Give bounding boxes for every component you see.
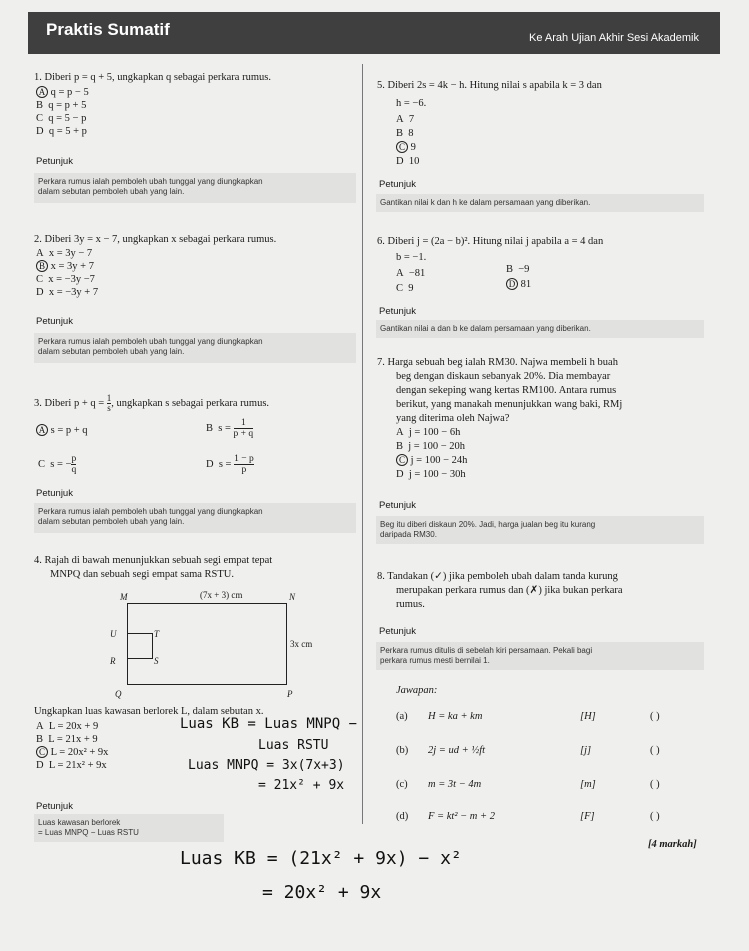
q4-stem-line1: 4. Rajah di bawah menunjukkan sebuah segi empat tepat (34, 555, 273, 566)
q7-hint-label: Petunjuk (379, 500, 416, 511)
q6-stem-line1: 6. Diberi j = (2a − b)². Hitung nilai j apabila a = 4 dan (377, 236, 604, 247)
q4-dim-top: (7x + 3) cm (200, 590, 243, 600)
q5-hint-label: Petunjuk (379, 179, 416, 190)
q7-stem-line5: yang diterima oleh Najwa? (396, 413, 510, 424)
q5-option-a[interactable]: A 7 (396, 114, 415, 125)
q8-answer-label: Jawapan: (396, 685, 438, 696)
q2-option-d[interactable]: D x = −3y + 7 (36, 287, 99, 298)
q7-option-d[interactable]: D j = 100 − 30h (396, 469, 466, 480)
q4-label-r: R (110, 656, 116, 666)
q6-stem-line2: b = −1. (396, 252, 427, 263)
q2-option-c[interactable]: C x = −3y −7 (36, 274, 95, 285)
q4-dim-right: 3x cm (290, 639, 313, 649)
q2-hint-line1: Perkara rumus ialah pemboleh ubah tunggal yang diungkapkan (38, 337, 263, 346)
q7-hint-line2: daripada RM30. (380, 530, 437, 539)
q7-hint-line1: Beg itu diberi diskaun 20%. Jadi, harga jualan beg itu kurang (380, 520, 596, 529)
page-subtitle: Ke Arah Ujian Akhir Sesi Akademik (529, 32, 699, 44)
q6-option-d[interactable]: D 81 (506, 278, 531, 291)
q8-row-c-var: [m] (580, 779, 596, 790)
q1-option-a[interactable]: A q = p − 5 (36, 86, 89, 99)
q7-option-b[interactable]: B j = 100 − 20h (396, 441, 466, 452)
q1-hint-label: Petunjuk (36, 156, 73, 167)
q4-question: Ungkapkan luas kawasan berlorek L, dalam sebutan x. (34, 706, 264, 717)
q4-option-b[interactable]: B L = 21x + 9 (36, 734, 98, 745)
q7-stem-line3: dengan sekeping wang kertas RM100. Antara rumus (396, 385, 617, 396)
q8-row-b-eq: 2j = ud + ½ft (428, 745, 486, 756)
q3-hint-line2: dalam sebutan pemboleh ubah yang lain. (38, 517, 185, 526)
q4-label-q: Q (115, 689, 122, 699)
q1-option-c[interactable]: C q = 5 − p (36, 113, 87, 124)
q8-row-b-id: (b) (396, 745, 409, 756)
handwriting-line3: Luas MNPQ = 3x(7x+3) (188, 758, 345, 773)
q4-hint-line1: Luas kawasan berlorek (38, 818, 121, 827)
q6-option-b[interactable]: B −9 (506, 264, 530, 275)
q6-hint: Gantikan nilai a dan b ke dalam persamaan yang diberikan. (380, 324, 591, 333)
q2-hint-line2: dalam sebutan pemboleh ubah yang lain. (38, 347, 185, 356)
q3-option-a[interactable]: A s = p + q (36, 424, 88, 437)
q4-label-n: N (289, 592, 296, 602)
q8-hint-line2: perkara rumus mesti bernilai 1. (380, 656, 490, 665)
q8-hint-label: Petunjuk (379, 626, 416, 637)
q4-hint-line2: = Luas MNPQ − Luas RSTU (38, 828, 139, 837)
column-divider (362, 64, 363, 824)
q1-stem: 1. Diberi p = q + 5, ungkapkan q sebagai perkara rumus. (34, 72, 271, 83)
q8-stem-line3: rumus. (396, 599, 425, 610)
q5-stem-line1: 5. Diberi 2s = 4k − h. Hitung nilai s apabila k = 3 dan (377, 80, 602, 91)
handwriting-line6: = 20x² + 9x (262, 882, 382, 903)
q3-hint-label: Petunjuk (36, 488, 73, 499)
q3-option-b[interactable]: B s = $\frac{1}{p + q}$ (206, 418, 254, 439)
q6-option-a[interactable]: A −81 (396, 268, 426, 279)
q3-option-d[interactable]: D s = $\frac{1 - p}{p}$ (206, 454, 254, 475)
q5-option-d[interactable]: D 10 (396, 156, 420, 167)
handwriting-line2: Luas RSTU (258, 738, 329, 753)
q4-hint-label: Petunjuk (36, 801, 73, 812)
q4-option-c[interactable]: C L = 20x² + 9x (36, 746, 108, 759)
square-rstu (127, 633, 153, 659)
q4-label-m: M (120, 592, 128, 602)
q2-option-a[interactable]: A x = 3y − 7 (36, 248, 93, 259)
q5-option-c[interactable]: C 9 (396, 141, 416, 154)
q1-hint-line2: dalam sebutan pemboleh ubah yang lain. (38, 187, 185, 196)
q8-row-c-id: (c) (396, 779, 408, 790)
q4-label-u: U (110, 629, 117, 639)
handwriting-line1: Luas KB = Luas MNPQ − (180, 716, 358, 732)
q4-label-t: T (154, 629, 160, 639)
q8-row-c-eq: m = 3t − 4m (428, 779, 482, 790)
q8-row-a-var: [H] (580, 711, 596, 722)
page-title: Praktis Sumatif (46, 20, 170, 39)
q4-option-d[interactable]: D L = 21x² + 9x (36, 760, 107, 771)
q8-row-a-box[interactable]: ( ) (650, 711, 660, 722)
q2-stem: 2. Diberi 3y = x − 7, ungkapkan x sebagai perkara rumus. (34, 234, 277, 245)
q8-marks: [4 markah] (648, 839, 697, 850)
q7-option-c[interactable]: C j = 100 − 24h (396, 454, 467, 467)
q7-stem-line2: beg dengan diskaun sebanyak 20%. Dia membayar (396, 371, 611, 382)
q6-option-c[interactable]: C 9 (396, 283, 414, 294)
q7-stem-line1: 7. Harga sebuah beg ialah RM30. Najwa membeli h buah (377, 357, 618, 368)
q4-label-s: S (154, 656, 159, 666)
q8-row-d-box[interactable]: ( ) (650, 811, 660, 822)
q8-row-d-id: (d) (396, 811, 409, 822)
q5-option-b[interactable]: B 8 (396, 128, 414, 139)
q2-hint-label: Petunjuk (36, 316, 73, 327)
q8-hint-line1: Perkara rumus ditulis di sebelah kiri persamaan. Pekali bagi (380, 646, 593, 655)
handwriting-line5: Luas KB = (21x² + 9x) − x² (180, 848, 462, 869)
q2-option-b[interactable]: B x = 3y + 7 (36, 260, 94, 273)
q8-row-b-box[interactable]: ( ) (650, 745, 660, 756)
q7-stem-line4: berikut, yang manakah menunjukkan wang baki, RMj (396, 399, 623, 410)
q8-row-d-eq: F = kt² − m + 2 (428, 811, 495, 822)
q6-hint-label: Petunjuk (379, 306, 416, 317)
q8-row-a-eq: H = ka + km (428, 711, 483, 722)
q8-row-b-var: [j] (580, 745, 592, 756)
q4-stem-line2: MNPQ dan sebuah segi empat sama RSTU. (50, 569, 235, 580)
q3-option-c[interactable]: C s = − $\frac{p}{q}$ (38, 454, 77, 475)
q1-option-b[interactable]: B q = p + 5 (36, 100, 87, 111)
q3-stem: 3. Diberi p + q = $\frac{1}{s}$ , ungkapkan s sebagai perkara rumus. (34, 393, 270, 413)
q8-row-c-box[interactable]: ( ) (650, 779, 660, 790)
q1-hint-line1: Perkara rumus ialah pemboleh ubah tunggal yang diungkapkan (38, 177, 263, 186)
q7-option-a[interactable]: A j = 100 − 6h (396, 427, 461, 438)
q5-stem-line2: h = −6. (396, 98, 427, 109)
handwriting-line4: = 21x² + 9x (258, 778, 345, 793)
q8-row-a-id: (a) (396, 711, 408, 722)
q3-hint-line1: Perkara rumus ialah pemboleh ubah tunggal yang diungkapkan (38, 507, 263, 516)
q1-option-d[interactable]: D q = 5 + p (36, 126, 87, 137)
q4-option-a[interactable]: A L = 20x + 9 (36, 721, 99, 732)
q8-stem-line1: 8. Tandakan (✓) jika pemboleh ubah dalam tanda kurung (377, 571, 618, 582)
q5-hint: Gantikan nilai k dan h ke dalam persamaan yang diberikan. (380, 198, 591, 207)
q8-stem-line2: merupakan perkara rumus dan (✗) jika bukan perkara (396, 585, 623, 596)
q4-label-p: P (287, 689, 293, 699)
q8-row-d-var: [F] (580, 811, 595, 822)
